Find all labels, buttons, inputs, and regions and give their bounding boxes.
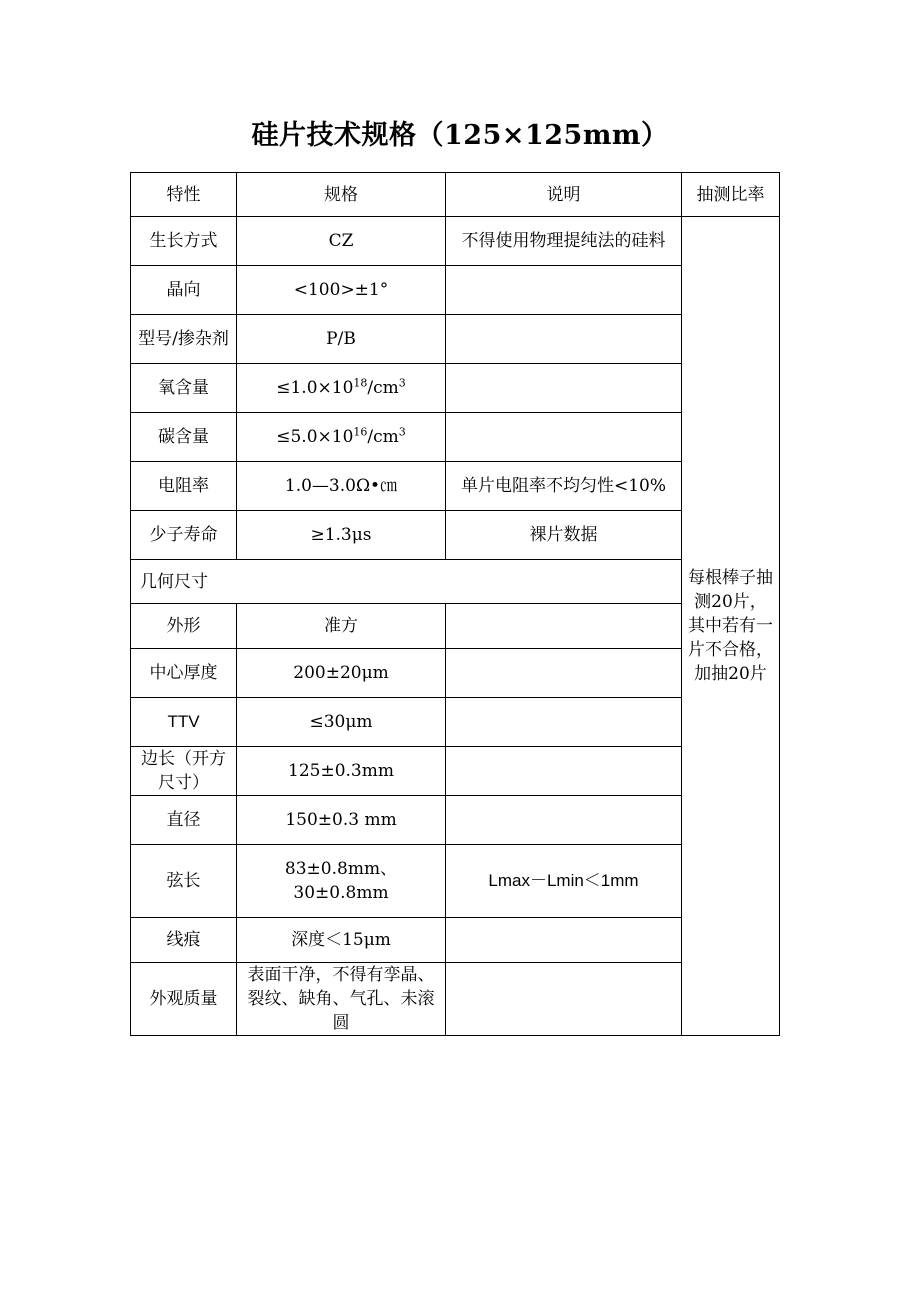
property-cell: 中心厚度 [131, 649, 237, 698]
spec-cell: ≥1.3μs [237, 511, 446, 560]
note-cell: 单片电阻率不均匀性<10% [446, 462, 682, 511]
table-row [131, 217, 780, 266]
spec-cell: 准方 [237, 604, 446, 649]
note-cell [446, 963, 682, 1036]
spec-exponent: 16 [353, 425, 368, 439]
property-cell: 晶向 [131, 266, 237, 315]
note-cell [446, 918, 682, 963]
spec-unit-exponent: 3 [398, 376, 406, 390]
note-cell [446, 604, 682, 649]
note-cell [446, 266, 682, 315]
spec-cell: 表面干净，不得有孪晶、裂纹、缺角、气孔、未滚圆 [237, 963, 446, 1036]
header-note: 说明 [446, 173, 682, 217]
note-cell: Lmax－Lmin＜1mm [446, 845, 682, 918]
header-sampling: 抽测比率 [682, 173, 780, 217]
property-cell: 线痕 [131, 918, 237, 963]
note-cell [446, 315, 682, 364]
property-cell: 生长方式 [131, 217, 237, 266]
spec-cell: 200±20μm [237, 649, 446, 698]
property-cell: 型号/掺杂剂 [131, 315, 237, 364]
property-cell: 氧含量 [131, 364, 237, 413]
spec-unit: /cm [367, 378, 399, 398]
spec-cell: 150±0.3 mm [237, 796, 446, 845]
note-cell [446, 796, 682, 845]
note-cell: 不得使用物理提纯法的硅料 [446, 217, 682, 266]
note-cell [446, 413, 682, 462]
note-cell: 裸片数据 [446, 511, 682, 560]
table-header-row [131, 173, 780, 217]
property-cell: 电阻率 [131, 462, 237, 511]
sampling-cell: 每根棒子抽测20片，其中若有一片不合格，加抽20片 [682, 217, 780, 1036]
section-heading: 几何尺寸 [131, 560, 682, 604]
note-cell [446, 698, 682, 747]
header-spec: 规格 [237, 173, 446, 217]
property-cell: 边长（开方尺寸） [131, 747, 237, 796]
spec-cell: <100>±1° [237, 266, 446, 315]
spec-unit: /cm [367, 427, 399, 447]
spec-cell: 深度＜15μm [237, 918, 446, 963]
property-cell: 碳含量 [131, 413, 237, 462]
spec-exponent: 18 [353, 376, 368, 390]
spec-cell: P/B [237, 315, 446, 364]
header-property: 特性 [131, 173, 237, 217]
property-cell: 外形 [131, 604, 237, 649]
spec-prefix: ≤5.0×10 [276, 427, 354, 447]
property-cell: 直径 [131, 796, 237, 845]
note-cell [446, 747, 682, 796]
spec-cell: 125±0.3mm [237, 747, 446, 796]
property-cell: 少子寿命 [131, 511, 237, 560]
note-cell [446, 364, 682, 413]
spec-cell: CZ [237, 217, 446, 266]
property-cell: 外观质量 [131, 963, 237, 1036]
spec-table [130, 172, 780, 1036]
spec-cell [237, 364, 446, 413]
property-cell: 弦长 [131, 845, 237, 918]
spec-cell: 83±0.8mm、30±0.8mm [237, 845, 446, 918]
page-title: 硅片技术规格（125×125mm） [251, 120, 669, 151]
spec-prefix: ≤1.0×10 [276, 378, 354, 398]
spec-cell: ≤30μm [237, 698, 446, 747]
spec-cell: 1.0—3.0Ω•㎝ [237, 462, 446, 511]
spec-unit-exponent: 3 [398, 425, 406, 439]
spec-cell [237, 413, 446, 462]
note-cell [446, 649, 682, 698]
property-cell: TTV [131, 698, 237, 747]
